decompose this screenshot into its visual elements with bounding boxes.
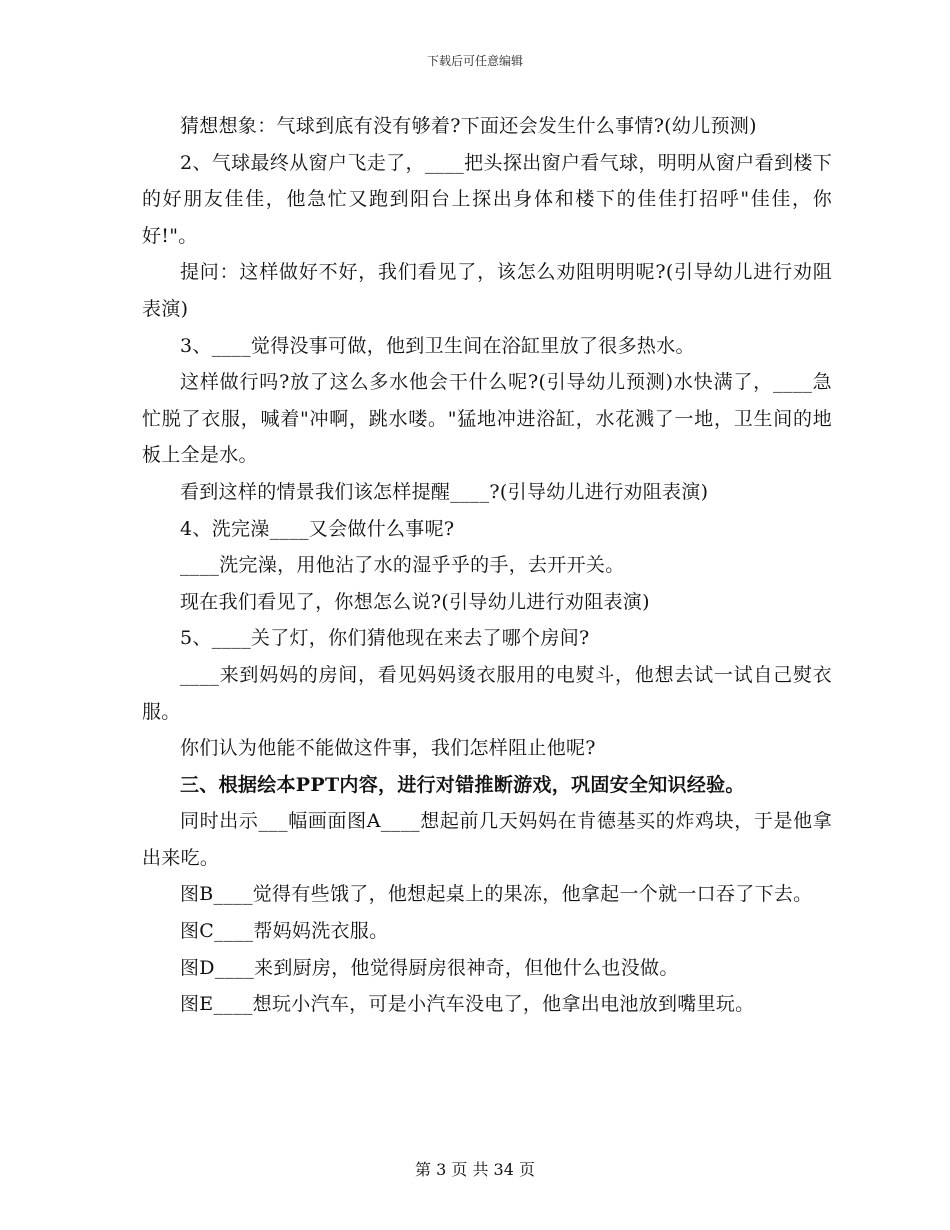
paragraph-12: 你们认为他能不能做这件事，我们怎样阻止他呢? (180, 737, 596, 760)
paragraph-11: ____来到妈妈的房间，看见妈妈烫衣服用的电熨斗，他想去试一试自己熨衣服。 (142, 663, 832, 723)
paragraph-7: 4、洗完澡____又会做什么事呢? (180, 517, 455, 540)
section-heading-3: 三、根据绘本PPT内容，进行对错推断游戏，巩固安全知识经验。 (180, 773, 745, 796)
paragraph-1: 猜想想象：气球到底有没有够着?下面还会发生什么事情?(幼儿预测) (180, 115, 757, 137)
paragraph-17: 图D____来到厨房，他觉得厨房很神奇，但他什么也没做。 (180, 956, 679, 979)
paragraph-16: 图C____帮妈妈洗衣服。 (180, 920, 389, 943)
page-header: 下载后可任意编辑 (426, 54, 523, 68)
paragraph-8: ____洗完澡，用他沾了水的湿乎乎的手，去开开关。 (180, 554, 625, 577)
paragraph-2: 2、气球最终从窗户飞走了，____把头探出窗户看气球，明明从窗户看到楼下的好朋友佳佳，他急忙又跑到阳台上探出身体和楼下的佳佳打招呼"佳佳，你好!"。 (142, 151, 832, 247)
paragraph-3: 提问：这样做好不好，我们看见了，该怎么劝阻明明呢?(引导幼儿进行劝阻表演) (142, 261, 832, 320)
paragraph-15: 图B____觉得有些饿了，他想起桌上的果冻，他拿起一个就一口吞了下去。 (180, 883, 813, 906)
paragraph-14: 同时出示___幅画面图A____想起前几天妈妈在肯德基买的炸鸡块，于是他拿出来吃。 (142, 810, 832, 869)
paragraph-10: 5、____关了灯，你们猜他现在来去了哪个房间? (180, 627, 590, 650)
paragraph-18: 图E____想玩小汽车，可是小汽车没电了，他拿出电池放到嘴里玩。 (180, 993, 755, 1016)
page-footer: 第 3 页 共 34 页 (415, 1160, 535, 1179)
paragraph-5: 这样做行吗?放了这么多水他会干什么呢?(引导幼儿预测)水快满了，____急忙脱了衣服，喊着"冲啊，跳水喽。"猛地冲进浴缸，水花溅了一地，卫生间的地板上全是水。 (142, 371, 832, 467)
document-body (142, 108, 832, 1023)
paragraph-9: 现在我们看见了，你想怎么说?(引导幼儿进行劝阻表演) (180, 590, 650, 613)
paragraph-4: 3、____觉得没事可做，他到卫生间在浴缸里放了很多热水。 (180, 334, 695, 357)
paragraph-6: 看到这样的情景我们该怎样提醒____?(引导幼儿进行劝阻表演) (180, 480, 709, 503)
